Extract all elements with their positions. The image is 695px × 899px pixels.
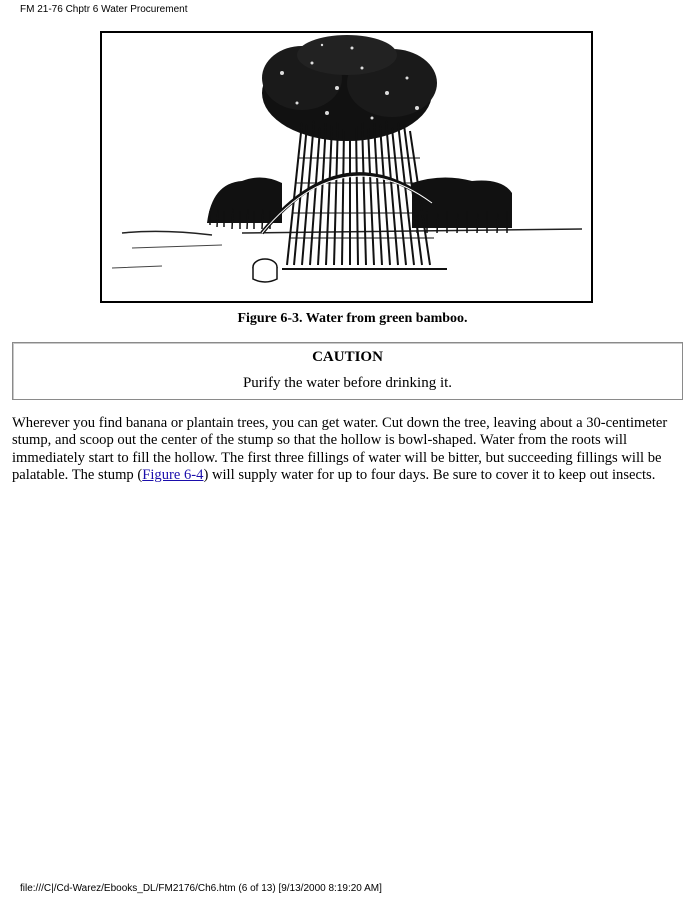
page-header: FM 21-76 Chptr 6 Water Procurement <box>20 4 188 15</box>
caution-box <box>12 342 683 400</box>
body-paragraph <box>12 415 680 484</box>
figure-caption <box>0 311 695 327</box>
green-bamboo-illustration <box>102 33 591 301</box>
figure-frame <box>100 31 593 303</box>
caution-text: Purify the water before drinking it. <box>242 375 453 391</box>
page-footer: file:///C|/Cd-Warez/Ebooks_DL/FM2176/Ch6.htm (6 of 13) [9/13/2000 8:19:20 AM] <box>20 883 382 894</box>
figure-caption-text: Figure 6-3. Water from green bamboo. <box>237 311 468 326</box>
body-text-part-1: Wherever you find banana or plantain trees, you can get water. Cut down the tree, leaving about a 30-centimeter stump, and scoop out the center of the stump so that the hollow is bowl-shaped. Water from the roots will immediately start to fill the hollow. The first three fillings of water will be bitter, but succeeding fillings will be palatable. The stump ( <box>12 415 668 483</box>
caution-title: CAUTION <box>312 349 383 365</box>
figure-6-4-link[interactable]: Figure 6-4 <box>142 466 204 483</box>
body-text-part-2: ) will supply water for up to four days. Be sure to cover it to keep out insects. <box>203 466 656 483</box>
